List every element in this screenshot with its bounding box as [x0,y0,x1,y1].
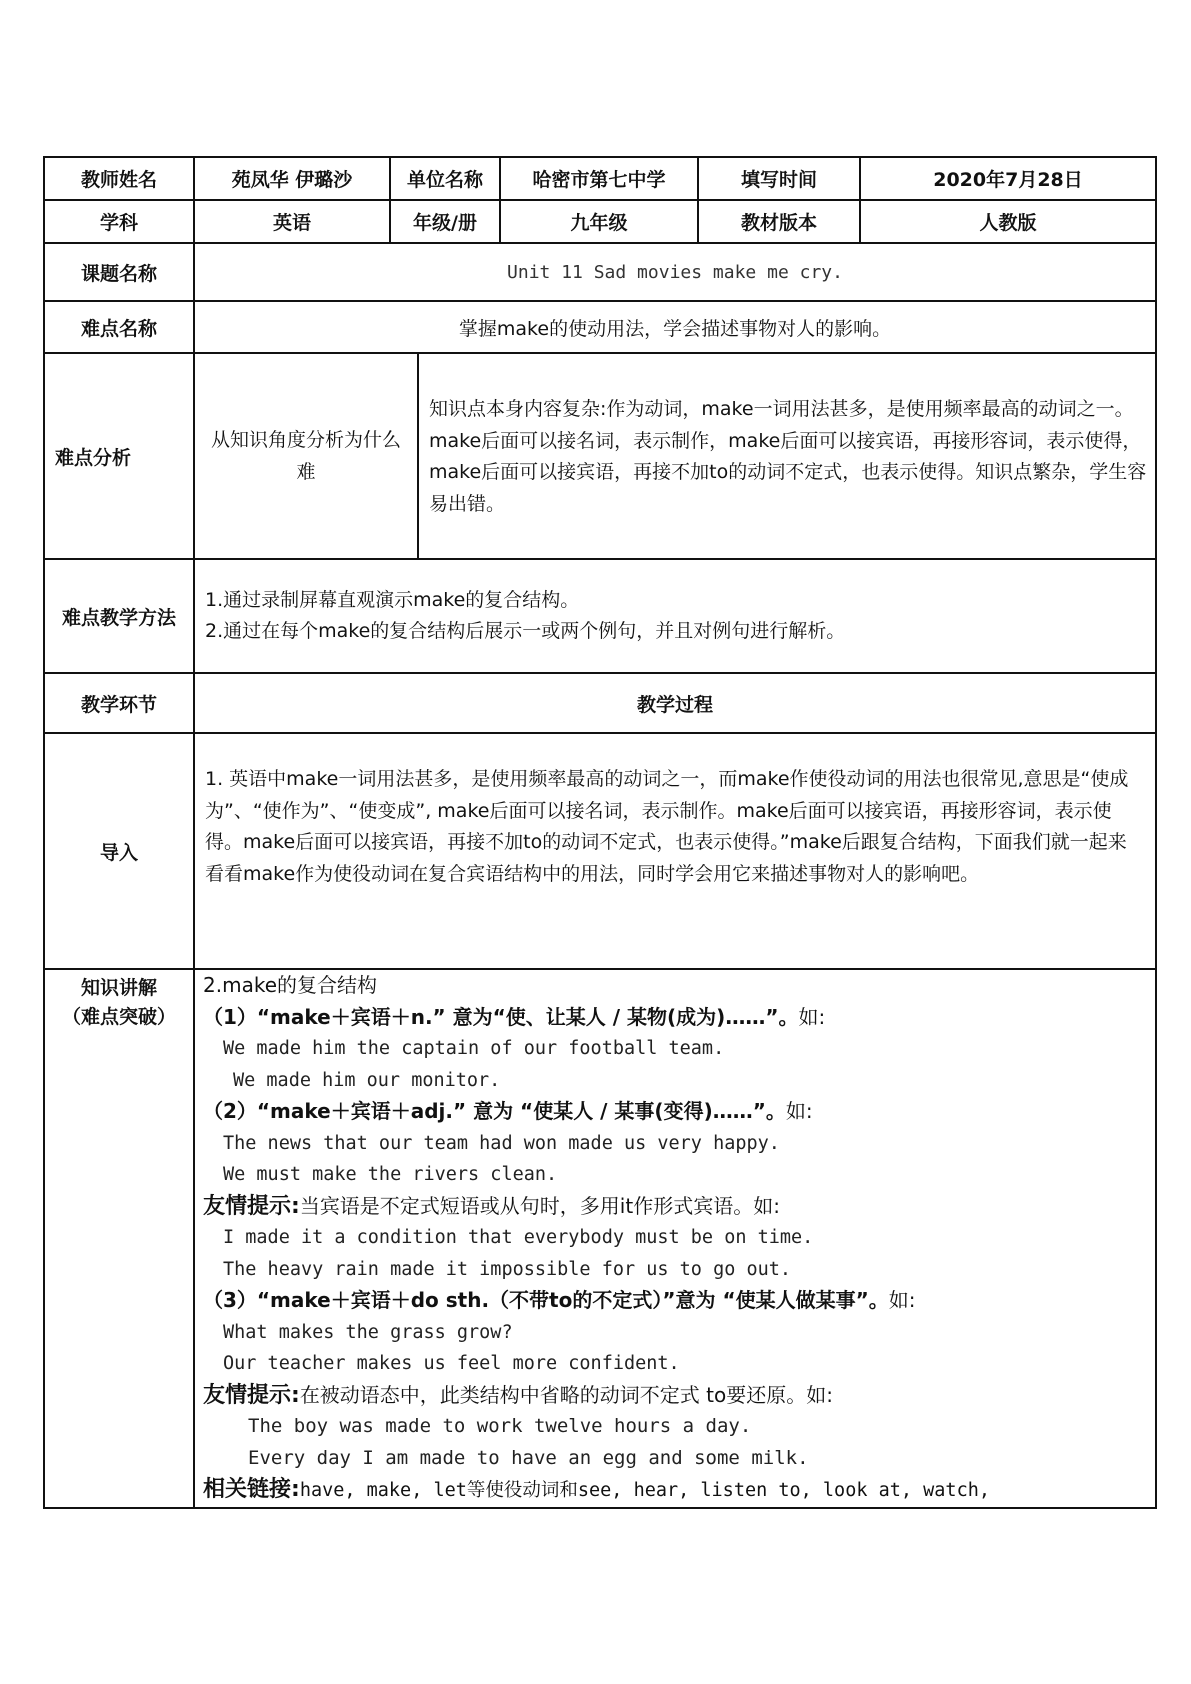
method-line-1: 1.通过录制屏幕直观演示make的复合结构。 [205,588,580,611]
tip-1-example-2: The heavy rain made it impossible for us to go out. [223,1258,792,1280]
method-row [44,559,1156,673]
analysis-content [194,353,1156,559]
header-row-2 [44,200,1156,243]
fill-time-label: 填写时间 [698,157,860,200]
tip-2-example-2: Every day I am made to have an egg and some milk. [248,1446,809,1469]
structure-1-heading: （1）“make＋宾语＋n.” 意为“使、让某人 / 某物(成为)……”。如: [203,1004,826,1029]
structure-1-example-2: We made him our monitor. [233,1069,501,1091]
related-link: 相关链接:have, make, let等使役动词和see, hear, listen to, look at, watch, [203,1477,990,1502]
analysis-text: 知识点本身内容复杂:作为动词，make一词用法甚多，是使用频率最高的动词之一。make后面可以接名词，表示制作，make后面可以接宾语，再接形容词，表示使得，make后面可以接宾语，再接不加to的动词不定式，也表示使得。知识点繁杂，学生容易出错。 [429,398,1147,515]
analysis-angle: 从知识角度分析为什么难 [195,354,418,558]
teacher-name-value: 苑凤华 伊璐沙 [194,157,390,200]
knowledge-label-cell [44,969,194,1508]
tip-2-example-1: The boy was made to work twelve hours a day. [248,1415,752,1437]
fill-time-value: 2020年7月28日 [860,157,1156,200]
process-header-row [44,673,1156,733]
teacher-name-label: 教师姓名 [44,157,194,200]
knowledge-label: 知识讲解 [80,977,157,999]
structure-3-example-1: What makes the grass grow? [223,1321,513,1343]
edition-label: 教材版本 [698,200,860,243]
analysis-row [44,353,1156,559]
subject-label: 学科 [44,200,194,243]
method-label: 难点教学方法 [44,559,194,673]
process-stage-label: 教学环节 [44,673,194,733]
tip-1: 友情提示:当宾语是不定式短语或从句时，多用it作形式宾语。如: [203,1193,780,1219]
structure-2-example-2: We must make the rivers clean. [223,1164,558,1185]
knowledge-row [44,969,1156,1508]
difficulty-value: 掌握make的使动用法，学会描述事物对人的影响。 [194,301,1156,353]
unit-name-label: 单位名称 [390,157,500,200]
structure-3-example-2: Our teacher makes us feel more confident. [223,1353,680,1374]
lesson-plan-sheet [43,156,1155,1509]
lesson-plan-table [43,156,1157,1509]
analysis-inner [195,354,1155,558]
tip-2: 友情提示:在被动语态中，此类结构中省略的动词不定式 to要还原。如: [203,1382,833,1408]
difficulty-label: 难点名称 [44,301,194,353]
edition-value: 人教版 [860,200,1156,243]
structure-3-heading: （3）“make＋宾语＋do sth.（不带to的不定式）”意为 “使某人做某事”。如: [203,1288,916,1312]
intro-text: 1. 英语中make一词用法甚多，是使用频率最高的动词之一，而make作使役动词的用法也很常见,意思是“使成为”、“使作为”、“使变成”, make后面可以接名词，表示制作。make后面可以接宾语，再接形容词，表示使得。make后面可以接宾语，再接不加to的动词不定式，也表示使得。”make后跟复合结构，下面我们就一起来看看make作为使役动词在复合宾语结构中的用法，同时学会用它来描述事物对人的影响吧。 [194,733,1156,969]
process-title: 教学过程 [194,673,1156,733]
method-line-2: 2.通过在每个make的复合结构后展示一或两个例句，并且对例句进行解析。 [205,620,846,642]
structure-1-example-1: We made him the captain of our football team. [223,1038,725,1059]
topic-label: 课题名称 [44,243,194,301]
intro-row [44,733,1156,969]
analysis-label: 难点分析 [44,353,194,559]
knowledge-title: 2.make的复合结构 [203,973,377,997]
header-row-1 [44,157,1156,200]
knowledge-sublabel: （难点突破） [61,1006,176,1028]
structure-2-example-1: The news that our team had won made us very happy. [223,1132,780,1154]
unit-name-value: 哈密市第七中学 [500,157,698,200]
method-content [194,559,1156,673]
difficulty-row [44,301,1156,353]
knowledge-content [194,969,1156,1508]
grade-label: 年级/册 [390,200,500,243]
subject-value: 英语 [194,200,390,243]
tip-1-example-1: I made it a condition that everybody must be on time. [223,1227,814,1248]
topic-row [44,243,1156,301]
structure-2-heading: （2）“make＋宾语＋adj.” 意为 “使某人 / 某事(变得)……”。如: [203,1099,813,1123]
grade-value: 九年级 [500,200,698,243]
topic-value: Unit 11 Sad movies make me cry. [194,243,1156,301]
intro-label: 导入 [44,733,194,969]
